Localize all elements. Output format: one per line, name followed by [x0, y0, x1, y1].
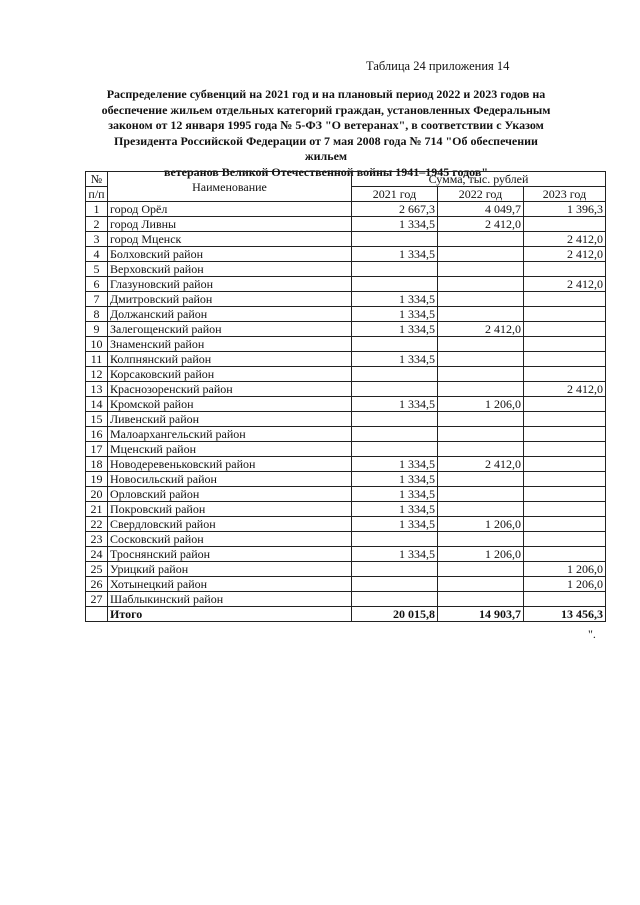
cell-num: 22 — [86, 517, 108, 532]
cell-name: Орловский район — [108, 487, 352, 502]
cell-v2023 — [524, 412, 606, 427]
table-row — [86, 337, 606, 352]
cell-v2022 — [438, 352, 524, 367]
table-row — [86, 232, 606, 247]
table-row — [86, 532, 606, 547]
cell-v2021: 1 334,5 — [352, 502, 438, 517]
cell-num: 11 — [86, 352, 108, 367]
table-row — [86, 322, 606, 337]
cell-name: Болховский район — [108, 247, 352, 262]
cell-v2022 — [438, 592, 524, 607]
cell-v2021 — [352, 277, 438, 292]
cell-v2021 — [352, 262, 438, 277]
cell-name: Знаменский район — [108, 337, 352, 352]
cell-v2022: 2 412,0 — [438, 457, 524, 472]
cell-v2021 — [352, 367, 438, 382]
cell-num: 17 — [86, 442, 108, 457]
cell-v2023 — [524, 367, 606, 382]
cell-v2023 — [524, 517, 606, 532]
cell-v2023 — [524, 292, 606, 307]
cell-num: 18 — [86, 457, 108, 472]
cell-v2021: 1 334,5 — [352, 472, 438, 487]
cell-v2023: 2 412,0 — [524, 382, 606, 397]
cell-num: 15 — [86, 412, 108, 427]
cell-v2023: 1 396,3 — [524, 202, 606, 217]
total-v2021: 20 015,8 — [352, 607, 438, 622]
table-row — [86, 202, 606, 217]
cell-v2021 — [352, 232, 438, 247]
table-row — [86, 517, 606, 532]
cell-v2022 — [438, 502, 524, 517]
total-name: Итого — [108, 607, 352, 622]
cell-v2021: 1 334,5 — [352, 487, 438, 502]
cell-v2022 — [438, 232, 524, 247]
cell-v2022 — [438, 367, 524, 382]
cell-v2023 — [524, 442, 606, 457]
cell-v2021: 2 667,3 — [352, 202, 438, 217]
title-line: Распределение субвенций на 2021 год и на плановый период 2022 и 2023 годов на — [106, 87, 546, 101]
cell-v2021 — [352, 442, 438, 457]
table-row — [86, 487, 606, 502]
cell-name: Троснянский район — [108, 547, 352, 562]
cell-name: Свердловский район — [108, 517, 352, 532]
cell-v2023: 1 206,0 — [524, 562, 606, 577]
cell-v2022 — [438, 532, 524, 547]
cell-v2023 — [524, 352, 606, 367]
table-row — [86, 247, 606, 262]
cell-num: 13 — [86, 382, 108, 397]
cell-name: Урицкий район — [108, 562, 352, 577]
cell-name: Залегощенский район — [108, 322, 352, 337]
cell-v2023: 1 206,0 — [524, 577, 606, 592]
total-v2022: 14 903,7 — [438, 607, 524, 622]
cell-v2022 — [438, 427, 524, 442]
cell-v2021 — [352, 562, 438, 577]
cell-v2022: 1 206,0 — [438, 517, 524, 532]
cell-v2022 — [438, 277, 524, 292]
cell-v2021 — [352, 577, 438, 592]
cell-v2023 — [524, 472, 606, 487]
cell-num: 4 — [86, 247, 108, 262]
subsidy-table — [85, 171, 606, 622]
cell-v2023 — [524, 592, 606, 607]
cell-num: 12 — [86, 367, 108, 382]
cell-v2021: 1 334,5 — [352, 517, 438, 532]
cell-num: 9 — [86, 322, 108, 337]
table-body — [86, 202, 606, 622]
cell-v2022: 1 206,0 — [438, 547, 524, 562]
header-name: Наименование — [108, 172, 352, 202]
cell-name: Малоархангельский район — [108, 427, 352, 442]
cell-v2023 — [524, 427, 606, 442]
header-row — [86, 172, 606, 187]
cell-num: 5 — [86, 262, 108, 277]
cell-name: Краснозоренский район — [108, 382, 352, 397]
cell-num: 10 — [86, 337, 108, 352]
table-row — [86, 562, 606, 577]
header-year-2021: 2021 год — [352, 187, 438, 202]
table-row — [86, 367, 606, 382]
cell-num: 23 — [86, 532, 108, 547]
cell-name: Дмитровский район — [108, 292, 352, 307]
cell-v2022: 1 206,0 — [438, 397, 524, 412]
cell-v2021: 1 334,5 — [352, 547, 438, 562]
document-title — [96, 87, 556, 181]
cell-v2022 — [438, 472, 524, 487]
table-row — [86, 382, 606, 397]
cell-v2021: 1 334,5 — [352, 397, 438, 412]
cell-v2021: 1 334,5 — [352, 322, 438, 337]
cell-v2022 — [438, 412, 524, 427]
table-row — [86, 217, 606, 232]
table-row — [86, 262, 606, 277]
cell-num: 20 — [86, 487, 108, 502]
cell-name: Шаблыкинский район — [108, 592, 352, 607]
header-year-2022: 2022 год — [438, 187, 524, 202]
table-row — [86, 442, 606, 457]
table-row — [86, 277, 606, 292]
total-num — [86, 607, 108, 622]
table-row — [86, 577, 606, 592]
cell-v2021 — [352, 412, 438, 427]
header-sum: Сумма, тыс. рублей — [352, 172, 606, 187]
header-year-2023: 2023 год — [524, 187, 606, 202]
table-row — [86, 457, 606, 472]
cell-v2022 — [438, 562, 524, 577]
table-row — [86, 427, 606, 442]
cell-v2023 — [524, 337, 606, 352]
cell-v2023 — [524, 217, 606, 232]
table-row — [86, 412, 606, 427]
cell-v2021: 1 334,5 — [352, 457, 438, 472]
cell-num: 24 — [86, 547, 108, 562]
cell-num: 27 — [86, 592, 108, 607]
cell-v2021: 1 334,5 — [352, 307, 438, 322]
cell-name: город Ливны — [108, 217, 352, 232]
header-num-top: № — [86, 172, 108, 187]
cell-v2022 — [438, 247, 524, 262]
cell-num: 2 — [86, 217, 108, 232]
table-row — [86, 472, 606, 487]
table-row — [86, 397, 606, 412]
cell-name: Ливенский район — [108, 412, 352, 427]
cell-v2022 — [438, 442, 524, 457]
cell-v2023 — [524, 457, 606, 472]
cell-num: 1 — [86, 202, 108, 217]
cell-v2023 — [524, 502, 606, 517]
cell-num: 8 — [86, 307, 108, 322]
cell-name: Хотынецкий район — [108, 577, 352, 592]
cell-v2021 — [352, 382, 438, 397]
table-row — [86, 502, 606, 517]
title-line: обеспечение жильем отдельных категорий граждан, установленных Федеральным — [101, 102, 551, 117]
cell-v2022 — [438, 262, 524, 277]
cell-num: 7 — [86, 292, 108, 307]
cell-num: 26 — [86, 577, 108, 592]
cell-v2023 — [524, 307, 606, 322]
cell-num: 3 — [86, 232, 108, 247]
cell-v2023 — [524, 547, 606, 562]
cell-v2022 — [438, 382, 524, 397]
title-line: законом от 12 января 1995 года № 5-ФЗ "О ветеранах", в соответствии с Указом — [108, 118, 544, 133]
cell-name: Покровский район — [108, 502, 352, 517]
cell-v2021 — [352, 427, 438, 442]
table-row — [86, 352, 606, 367]
cell-v2022: 2 412,0 — [438, 217, 524, 232]
cell-num: 6 — [86, 277, 108, 292]
cell-v2021: 1 334,5 — [352, 247, 438, 262]
cell-name: Колпнянский район — [108, 352, 352, 367]
cell-v2021: 1 334,5 — [352, 292, 438, 307]
cell-v2023 — [524, 322, 606, 337]
title-line: ветеранов Великой Отечественной войны 1941–1945 годов" — [163, 164, 489, 179]
cell-v2023 — [524, 397, 606, 412]
cell-name: Новосильский район — [108, 472, 352, 487]
cell-name: город Орёл — [108, 202, 352, 217]
cell-v2022 — [438, 487, 524, 502]
closing-quote: ". — [588, 627, 596, 641]
cell-v2021 — [352, 532, 438, 547]
cell-name: Новодеревеньковский район — [108, 457, 352, 472]
table-caption: Таблица 24 приложения 14 — [366, 59, 510, 73]
cell-num: 21 — [86, 502, 108, 517]
cell-v2023: 2 412,0 — [524, 277, 606, 292]
cell-v2021 — [352, 337, 438, 352]
cell-v2022 — [438, 307, 524, 322]
cell-num: 19 — [86, 472, 108, 487]
cell-v2021 — [352, 592, 438, 607]
cell-v2022: 2 412,0 — [438, 322, 524, 337]
cell-name: город Мценск — [108, 232, 352, 247]
cell-name: Мценский район — [108, 442, 352, 457]
cell-v2022 — [438, 292, 524, 307]
cell-v2023 — [524, 262, 606, 277]
cell-v2023 — [524, 487, 606, 502]
cell-v2022: 4 049,7 — [438, 202, 524, 217]
title-line: Президента Российской Федерации от 7 мая 2008 года № 714 "Об обеспечении жильем — [114, 133, 538, 164]
cell-name: Сосковский район — [108, 532, 352, 547]
table-row — [86, 307, 606, 322]
cell-v2023: 2 412,0 — [524, 247, 606, 262]
cell-name: Корсаковский район — [108, 367, 352, 382]
cell-num: 16 — [86, 427, 108, 442]
cell-v2023: 2 412,0 — [524, 232, 606, 247]
cell-num: 14 — [86, 397, 108, 412]
table-row — [86, 547, 606, 562]
cell-v2021: 1 334,5 — [352, 217, 438, 232]
cell-num: 25 — [86, 562, 108, 577]
cell-name: Глазуновский район — [108, 277, 352, 292]
cell-name: Верховский район — [108, 262, 352, 277]
table-row — [86, 592, 606, 607]
header-num-bottom: п/п — [86, 187, 108, 202]
cell-v2023 — [524, 532, 606, 547]
cell-name: Кромской район — [108, 397, 352, 412]
cell-name: Должанский район — [108, 307, 352, 322]
cell-v2021: 1 334,5 — [352, 352, 438, 367]
cell-v2022 — [438, 577, 524, 592]
total-row — [86, 607, 606, 622]
total-v2023: 13 456,3 — [524, 607, 606, 622]
table-row — [86, 292, 606, 307]
cell-v2022 — [438, 337, 524, 352]
